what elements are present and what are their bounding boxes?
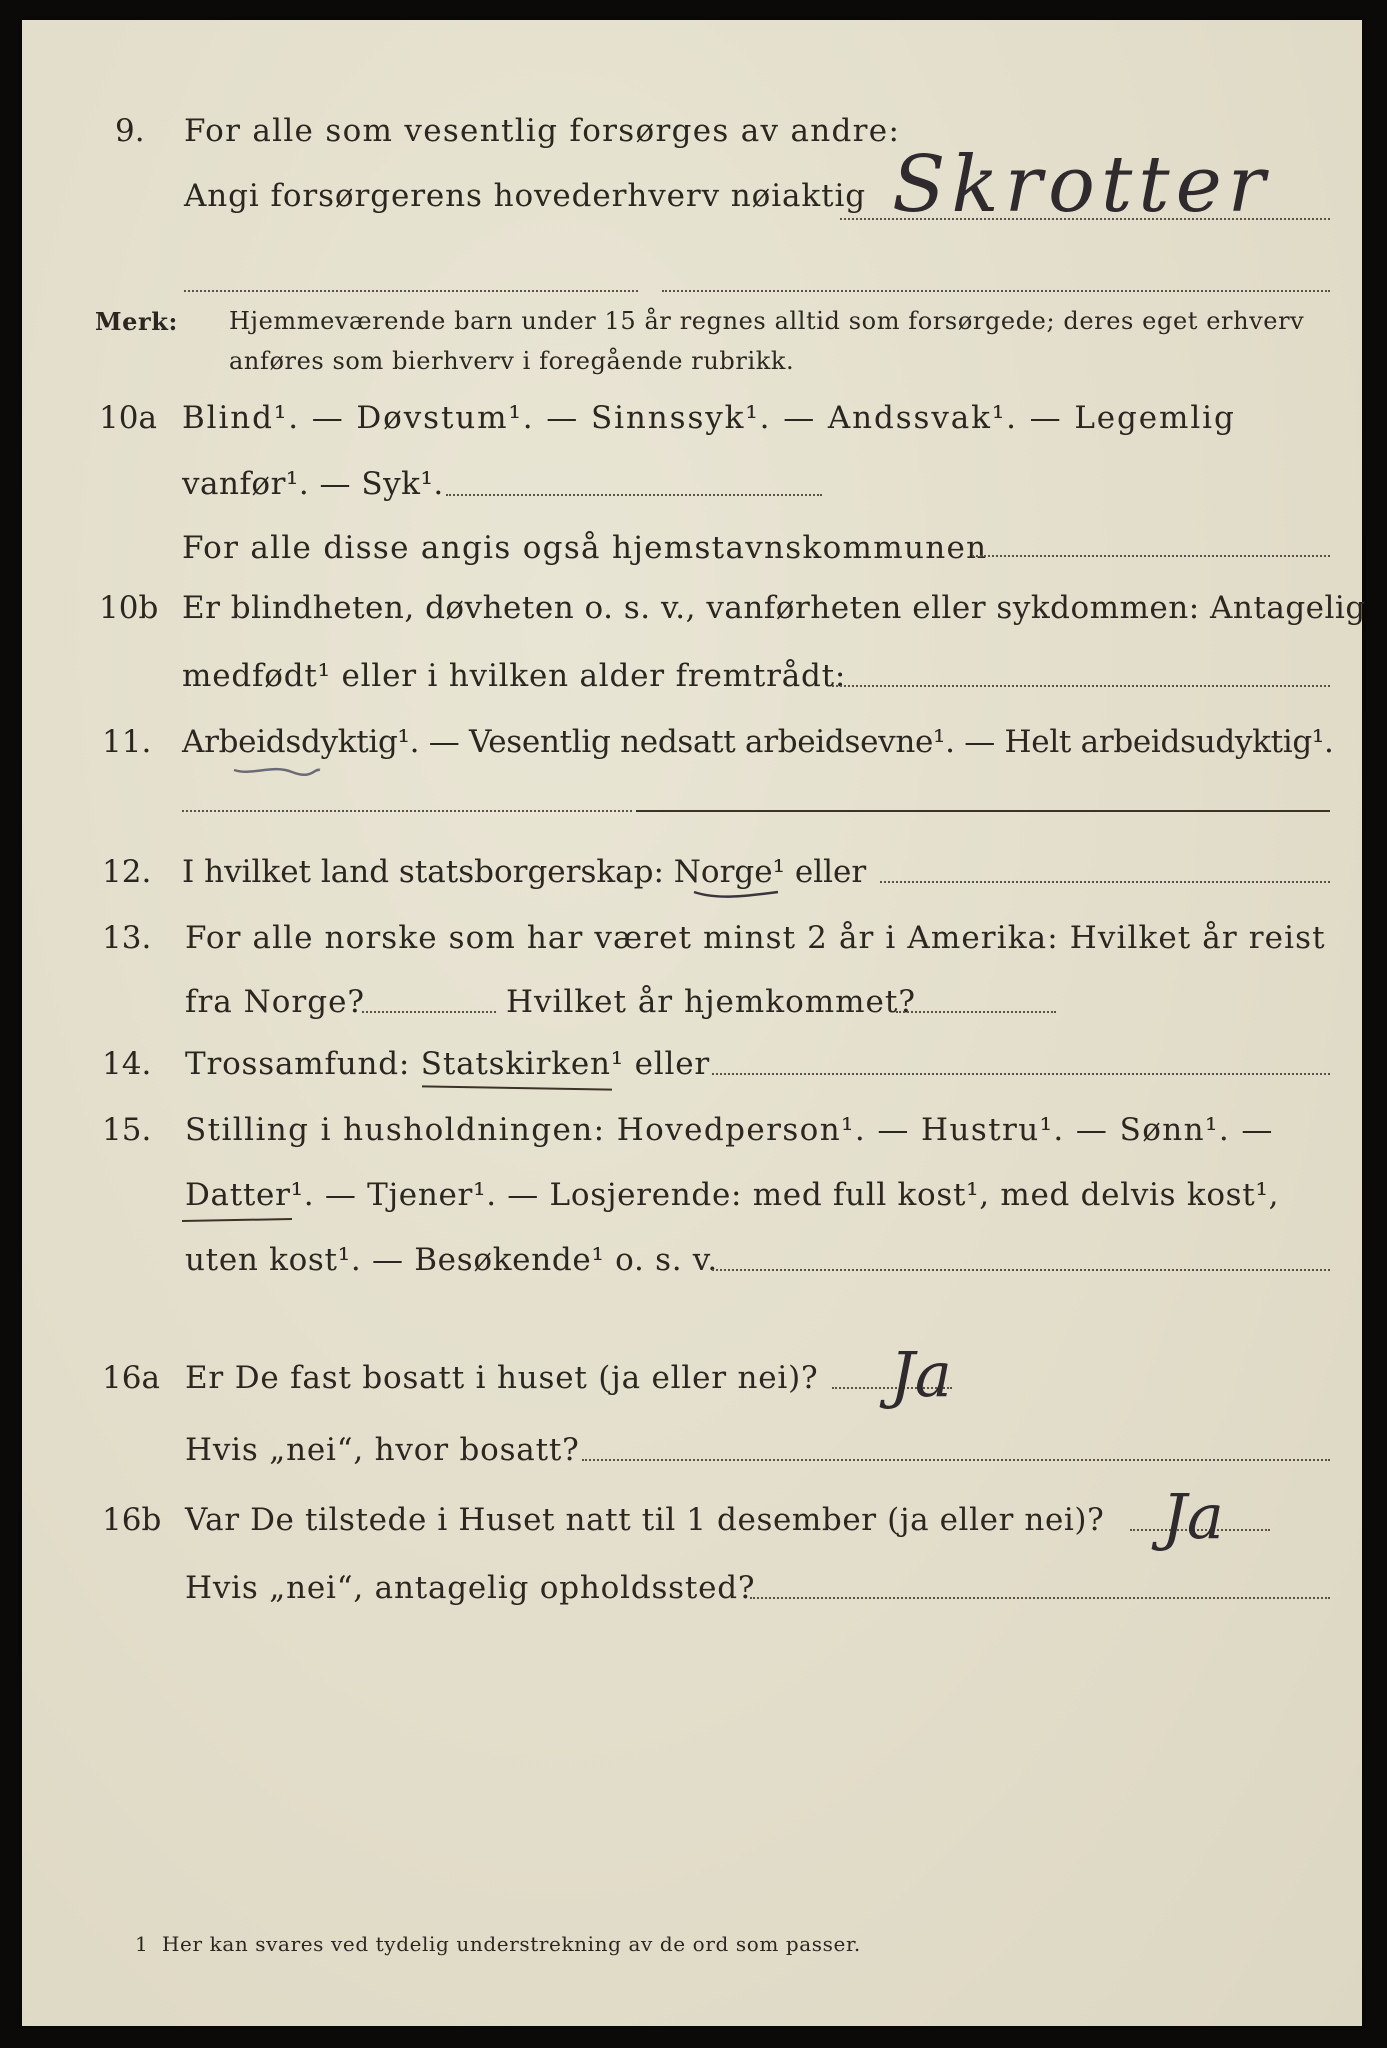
item-number-15: 15. — [102, 1112, 152, 1148]
footnote-text: Her kan svares ved tydelig understrekning av de ord som passer. — [162, 1932, 861, 1956]
q16b-text-line2: Hvis „nei“, antagelig opholdssted? — [185, 1570, 756, 1606]
form-page — [22, 20, 1366, 2026]
q13-text-line2b: Hvilket år hjemkommet? — [506, 984, 916, 1020]
item-number-9: 9. — [115, 113, 145, 149]
q16b-whereabouts-line[interactable] — [750, 1597, 1330, 1599]
q15-text-line1: Stilling i husholdningen: Hovedperson¹. — Hustru¹. — Sønn¹. — — [185, 1112, 1274, 1148]
item-number-13: 13. — [102, 920, 152, 956]
merk-label: Merk: — [95, 307, 178, 336]
item-number-12: 12. — [102, 854, 152, 890]
item-number-10a: 10a — [99, 400, 157, 436]
item-number-16b: 16b — [102, 1502, 162, 1538]
q15-answer-line[interactable] — [712, 1269, 1330, 1271]
q13-year-returned-line[interactable] — [896, 1011, 1056, 1013]
q14-underline-mark — [422, 1085, 612, 1090]
q16a-residence-line[interactable] — [582, 1459, 1330, 1461]
q16a-text-line1: Er De fast bosatt i huset (ja eller nei)? — [185, 1360, 819, 1396]
q9-handwritten-answer: Skrotter — [892, 140, 1272, 230]
q11-text-line1: Arbeidsdyktig¹. — Vesentlig nedsatt arbeidsevne¹. — Helt arbeidsudyktig¹. — [182, 724, 1334, 760]
q16b-text-line1: Var De tilstede i Huset natt til 1 desember (ja eller nei)? — [185, 1502, 1105, 1538]
q15-text-line3: uten kost¹. — Besøkende¹ o. s. v. — [185, 1242, 718, 1278]
q13-year-left-line[interactable] — [362, 1011, 496, 1013]
q9-extra-line-left[interactable] — [184, 290, 638, 292]
q16b-handwritten-answer: Ja — [1162, 1480, 1224, 1553]
merk-text-line2: anføres som bierhverv i foregående rubrikk. — [229, 347, 795, 375]
q9-extra-line-right[interactable] — [662, 290, 1330, 292]
footnote-mark: 1 — [135, 1932, 149, 1956]
item-number-14: 14. — [102, 1046, 152, 1082]
q12-underline-mark — [692, 886, 782, 902]
q10a-text-line3: For alle disse angis også hjemstavnskommunen — [182, 530, 988, 566]
q11-underline-mark — [232, 762, 322, 778]
q14-text-line1: Trossamfund: Statskirken¹ eller — [185, 1046, 710, 1082]
q15-text-line2: Datter¹. — Tjener¹. — Losjerende: med full kost¹, med delvis kost¹, — [185, 1177, 1280, 1213]
q10a-answer-line[interactable] — [446, 494, 822, 496]
q11-extra-line-left[interactable] — [182, 810, 632, 812]
q12-text-line1: I hvilket land statsborgerskap: Norge¹ eller — [182, 854, 867, 890]
q10a-text-line2: vanfør¹. — Syk¹. — [182, 466, 444, 502]
q14-answer-line[interactable] — [712, 1073, 1330, 1075]
merk-text-line1: Hjemmeværende barn under 15 år regnes alltid som forsørgede; deres eget erhverv — [229, 307, 1305, 335]
q10a-municipality-line[interactable] — [972, 555, 1330, 557]
q9-text-line2: Angi forsørgerens hovederhverv nøiaktig — [184, 178, 867, 214]
q10b-text-line1: Er blindheten, døvheten o. s. v., vanførheten eller sykdommen: Antagelig — [182, 590, 1366, 626]
q13-text-line2a: fra Norge? — [185, 984, 366, 1020]
q12-answer-line[interactable] — [880, 881, 1330, 883]
q15-underline-mark — [182, 1218, 292, 1222]
item-number-10b: 10b — [99, 590, 159, 626]
q16a-handwritten-answer: Ja — [890, 1338, 952, 1411]
q13-text-line1: For alle norske som har været minst 2 år i Amerika: Hvilket år reist — [185, 920, 1326, 956]
q10a-text-line1: Blind¹. — Døvstum¹. — Sinnssyk¹. — Andssvak¹. — Legemlig — [182, 400, 1236, 436]
item-number-11: 11. — [102, 724, 152, 760]
q10b-text-line2: medfødt¹ eller i hvilken alder fremtrådt: — [182, 658, 847, 694]
q9-text-line1: For alle som vesentlig forsørges av andre: — [184, 113, 901, 149]
q10b-answer-line[interactable] — [832, 685, 1330, 687]
q11-extra-line-right[interactable] — [636, 810, 1330, 812]
item-number-16a: 16a — [102, 1360, 160, 1396]
q16a-text-line2: Hvis „nei“, hvor bosatt? — [185, 1432, 580, 1468]
